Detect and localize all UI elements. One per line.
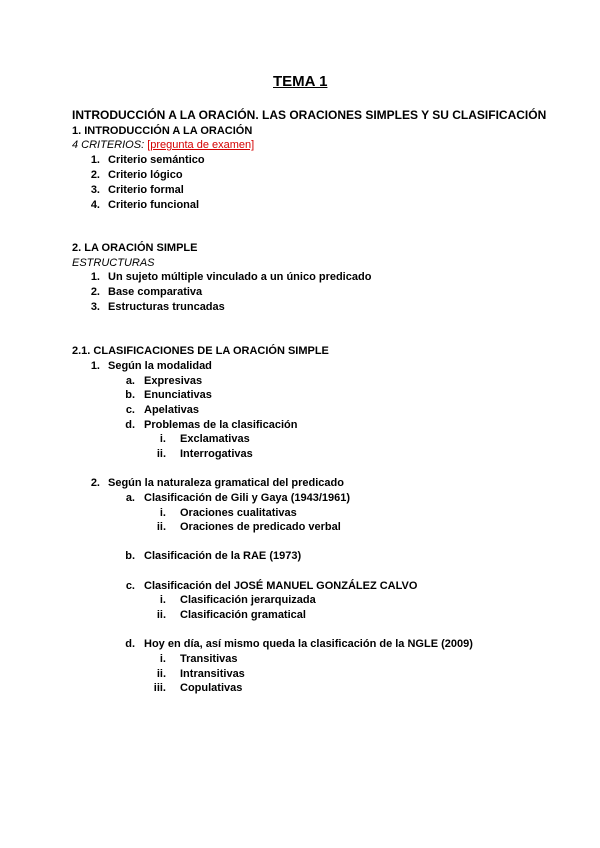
list-item-number: 1. [90,154,100,166]
list-item: Hoy en día, así mismo queda la clasificación de la NGLE (2009) [144,638,473,650]
list-item-number: i. [159,507,166,519]
section21-heading: 2.1. CLASIFICACIONES DE LA ORACIÓN SIMPLE [72,345,329,357]
exam-question-link[interactable]: [pregunta de examen] [147,139,255,151]
list-item: Intransitivas [180,668,245,680]
list-item: Copulativas [180,682,243,694]
list-item-number: 2. [90,477,100,489]
list-item-number: d. [125,419,135,431]
list-item: Clasificación del JOSÉ MANUEL GONZÁLEZ CALVO [144,580,418,592]
list-item-number: ii. [156,448,166,460]
list-item: Criterio lógico [108,169,183,181]
list-item-number: c. [125,404,135,416]
list-item: Criterio formal [108,184,184,196]
list-item: Estructuras truncadas [108,301,225,313]
list-item: Base comparativa [108,286,203,298]
list-item: Clasificación jerarquizada [180,594,316,606]
section1-heading: 1. INTRODUCCIÓN A LA ORACIÓN [72,125,253,137]
list-item-number: ii. [156,609,166,621]
list-item: Enunciativas [144,389,212,401]
list-item: Criterio funcional [108,199,200,211]
list-item: Problemas de la clasificación [144,419,298,431]
list-item-number: iii. [153,682,166,694]
list-item: Criterio semántico [108,154,205,166]
list-item-number: c. [125,580,135,592]
list-item-number: 3. [90,184,100,196]
list-item: Un sujeto múltiple vinculado a un único predicado [108,271,372,283]
list-item-number: a. [125,375,135,387]
list-item-number: 2. [90,286,100,298]
list-item: Oraciones cualitativas [180,507,297,519]
list-item-number: d. [125,638,135,650]
list-item-number: i. [159,433,166,445]
list-item-number: a. [125,492,135,504]
list-item: Según la naturaleza gramatical del predicado [108,477,344,489]
page-title: TEMA 1 [273,73,328,90]
list-item: Oraciones de predicado verbal [180,521,341,533]
list-item: Apelativas [144,404,200,416]
list-item: Expresivas [144,375,203,387]
list-item: Clasificación de la RAE (1973) [144,550,302,562]
list-item-number: ii. [156,521,166,533]
list-item-number: 1. [90,271,100,283]
list-item-number: 1. [90,360,100,372]
list-item-number: 2. [90,169,100,181]
list-item-number: ii. [156,668,166,680]
list-item-number: b. [125,550,135,562]
section1-subtitle-text: 4 CRITERIOS: [72,139,148,151]
list-item: Transitivas [180,653,238,665]
list-item-number: b. [125,389,135,401]
list-item-number: i. [159,653,166,665]
section2-heading: 2. LA ORACIÓN SIMPLE [72,242,198,254]
section1-subtitle [72,138,254,152]
list-item-number: 3. [90,301,100,313]
list-item: Clasificación gramatical [180,609,306,621]
list-item: Clasificación de Gili y Gaya (1943/1961) [144,492,351,504]
section2-subtitle: ESTRUCTURAS [72,257,155,269]
list-item-number: i. [159,594,166,606]
list-item-number: 4. [90,199,100,211]
list-item: Según la modalidad [108,360,212,372]
main-heading: INTRODUCCIÓN A LA ORACIÓN. LAS ORACIONES SIMPLES Y SU CLASIFICACIÓN [72,108,547,122]
list-item: Interrogativas [180,448,253,460]
list-item: Exclamativas [180,433,250,445]
